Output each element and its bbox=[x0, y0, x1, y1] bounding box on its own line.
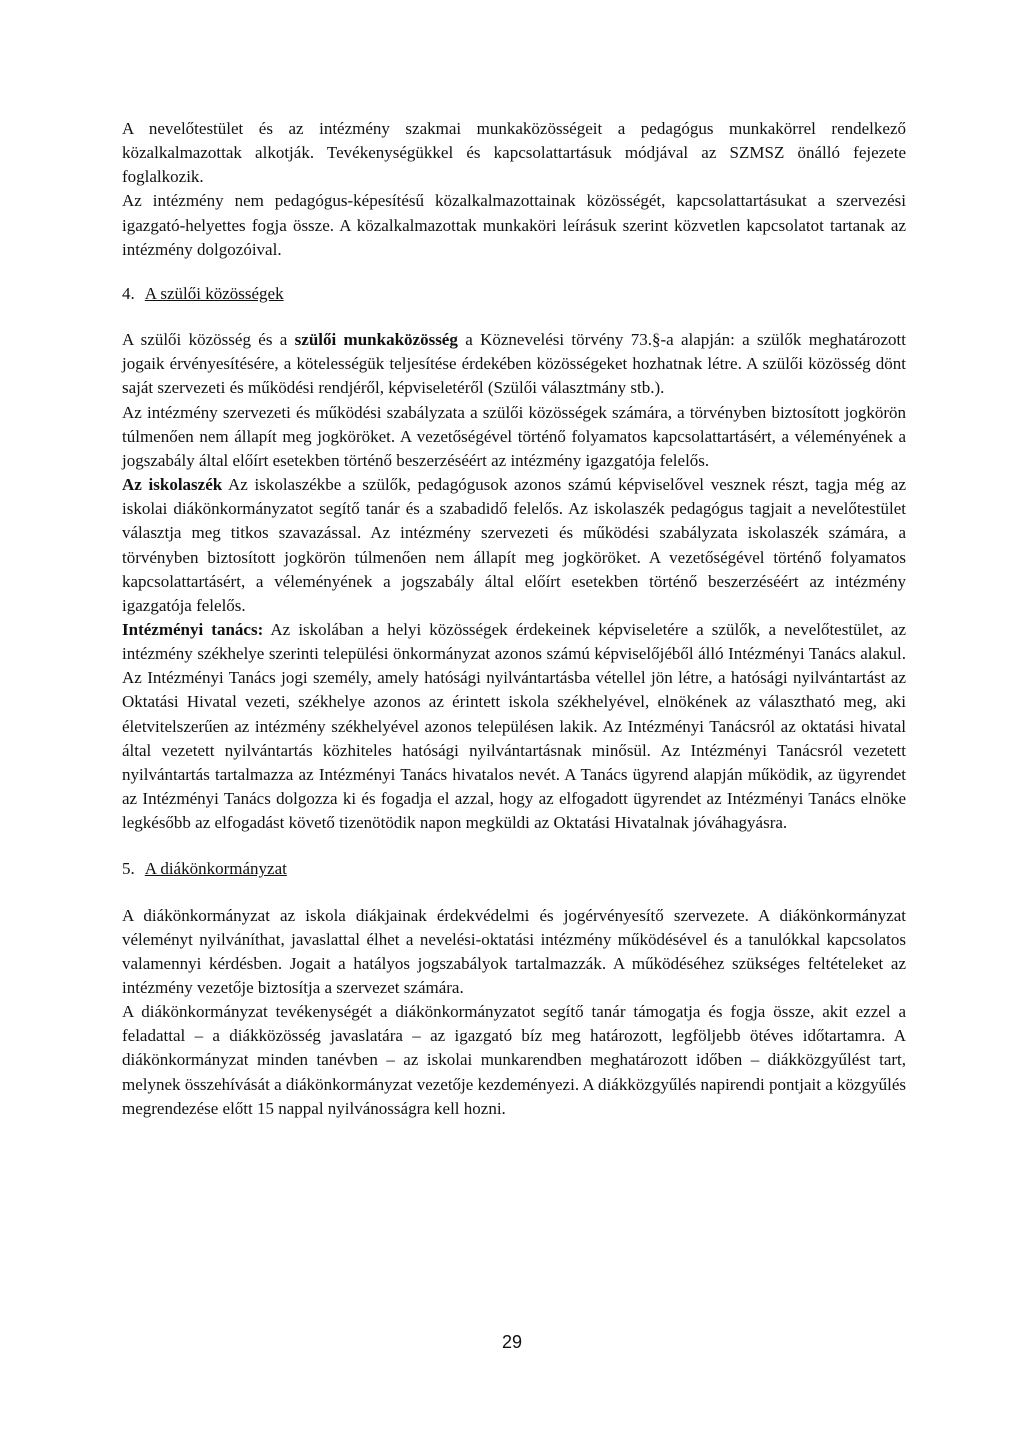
page-content bbox=[122, 117, 906, 1121]
section-4-p4-text: Az iskolában a helyi közösségek érdekeinek képviseletére a szülők, a nevelőtestület, az intézmény székhelye szerinti települési önkormányzat azonos számú képviselőjéből álló Intézményi Tanács alakul. Az Intézményi Tanács jogi személy, amely hatósági nyilvántartásba vétellel jön létre, a hatósági nyilvántartást az Oktatási Hivatal vezeti, székhelye azonos az érintett iskola székhelyével, elnökének az választható meg, aki életvitelszerűen az intézmény székhelyével azonos településen lakik. Az Intézményi Tanácsról az oktatási hivatal által vezetett nyilvántartás közhiteles hatósági nyilvántartásnak minősül. Az Intézményi Tanácsról vezetett nyilvántartás tartalmazza az Intézményi Tanács hivatalos nevét. A Tanács ügyrend alapján működik, az ügyrendet az Intézményi Tanács dolgozza ki és fogadja el azzal, hogy az elfogadott ügyrendet az Intézményi Tanács elnöke legkésőbb az elfogadást követő tizenötödik napon megküldi az Oktatási Hivatalnak jóváhagyásra. bbox=[122, 619, 906, 833]
section-4-heading bbox=[122, 282, 906, 306]
section-5-title: A diákönkormányzat bbox=[144, 859, 287, 879]
section-4-number: 4. bbox=[122, 283, 135, 303]
section-4-p1-text-after: a Köznevelési törvény 73.§-a alapján: a szülők meghatározott jogaik érvényesítésére, a kötelességük teljesítése érdekében közösségeket hozhatnak létre. A szülői közösség dönt saját szervezeti és működési rendjéről, képviseletéről (Szülői választmány stb.). bbox=[122, 330, 906, 398]
intro-paragraph-1: A nevelőtestület és az intézmény szakmai munkaközösségeit a pedagógus munkakörrel rendelkező közalkalmazottak alkotják. Tevékenységükkel és kapcsolattartásuk módjával az SZMSZ önálló fejezete foglalkozik. bbox=[122, 119, 906, 187]
intro-paragraph-2: Az intézmény nem pedagógus-képesítésű közalkalmazottainak közösségét, kapcsolattartásukat a szervezési igazgató-helyettes fogja össze. A közalkalmazottak munkaköri leírásuk szerint közvetlen kapcsolatot tartanak az intézmény dolgozóival. bbox=[122, 191, 906, 259]
section-4-p1-text-before: A szülői közösség és a bbox=[122, 330, 295, 350]
section-4-paragraph-3 bbox=[122, 473, 906, 618]
section-5-number: 5. bbox=[122, 859, 135, 879]
section-5-heading bbox=[122, 857, 906, 881]
section-4-p1-bold-term: szülői munkaközösség bbox=[294, 330, 458, 350]
section-4-paragraph-2: Az intézmény szervezeti és működési szabályzata a szülői közösségek számára, a törvényben biztosított jogkörön túlmenően nem állapít meg jogköröket. A vezetőségével történő folyamatos kapcsolattartásért, a véleményének a jogszabály által előírt esetekben történő beszerzéséért az intézmény igazgatója felelős. bbox=[122, 402, 906, 470]
section-5-paragraph-1: A diákönkormányzat az iskola diákjainak érdekvédelmi és jogérvényesítő szervezete. A diákönkormányzat véleményt nyilváníthat, javaslattal élhet a nevelési-oktatási intézmény működésével és a tanulókkal kapcsolatos valamennyi kérdésben. Jogait a hatályos jogszabályok tartalmazzák. A működéséhez szükséges feltételeket az intézmény vezetője biztosítja a szervezet számára. bbox=[122, 905, 906, 997]
section-5-paragraph-2: A diákönkormányzat tevékenységét a diákönkormányzatot segítő tanár támogatja és fogja össze, akit ezzel a feladattal – a diákközösség javaslatára – az igazgató bíz meg határozott, legföljebb ötéves időtartamra. A diákönkormányzat minden tanévben – az iskolai munkarendben meghatározott időben – diákközgyűlést tart, melynek összehívását a diákönkormányzat vezetője kezdeményezi. A diákközgyűlés napirendi pontjait a közgyűlés megrendezése előtt 15 nappal nyilvánosságra kell hozni. bbox=[122, 1002, 906, 1118]
section-4-title: A szülői közösségek bbox=[144, 283, 284, 303]
section-4-p3-bold-term: Az iskolaszék bbox=[122, 475, 223, 495]
section-4-paragraph-1 bbox=[122, 328, 906, 400]
section-4-p4-bold-term: Intézményi tanács: bbox=[122, 619, 264, 639]
section-4-paragraph-4 bbox=[122, 618, 906, 835]
page-number: 29 bbox=[501, 1332, 523, 1352]
section-4-p3-text: Az iskolaszékbe a szülők, pedagógusok azonos számú képviselővel vesznek részt, tagja még az iskolai diákönkormányzatot segítő tanár és a szabadidő felelős. Az iskolaszék pedagógus tagjait a nevelőtestület választja meg titkos szavazással. Az intézmény szervezeti és működési szabályzata iskolaszék számára, a törvényben biztosított jogkörön túlmenően nem állapít meg jogköröket. A vezetőségével történő folyamatos kapcsolattartásért, a véleményének a jogszabály által előírt esetekben történő beszerzéséért az intézmény igazgatója felelős. bbox=[122, 475, 906, 615]
